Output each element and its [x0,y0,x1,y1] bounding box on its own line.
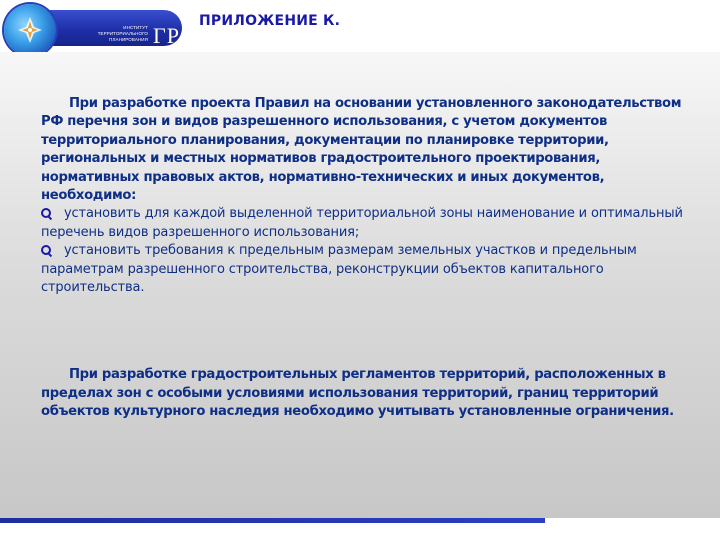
logo-name: ГРАД [153,23,211,48]
main-text [41,95,696,297]
intro-text: При разработке проекта Правил на основании установленного законодательством РФ перечня зон и видов разрешенного использования, с учетом документов территориального планирования, документации по планировке территории, региональных и местных нормативов градостроительного проектирования, нормативных правовых актов, нормативно-технических и иных документов, необходимо: [41,96,682,204]
list-item [41,205,696,242]
second-text: При разработке градостроительных регламентов территорий, расположенных в пределах зон с особыми условиями использования территорий, границ территорий объектов культурного наследия необходимо учитывать установленные ограничения. [41,367,674,420]
compass-icon [17,16,43,44]
intro-paragraph [41,95,696,205]
bullet-icon [41,245,51,255]
list-item [41,242,696,297]
logo-institute-text: ИНСТИТУТ ТЕРРИТОРИАЛЬНОГО ПЛАНИРОВАНИЯ [97,25,148,42]
page-title: ПРИЛОЖЕНИЕ К. [199,13,341,29]
list-item-text: установить требования к предельным размерам земельных участков и предельным параметрам разрешенного строительства, реконструкции объектов капитального строительства. [41,243,637,296]
bullet-icon [41,208,51,218]
list-item-text: установить для каждой выделенной территориальной зоны наименование и оптимальный перечень видов разрешенного использования; [41,206,683,240]
second-paragraph [41,366,701,422]
logo-emblem-icon [4,4,56,56]
footer-strip [0,523,720,540]
header [0,0,720,52]
